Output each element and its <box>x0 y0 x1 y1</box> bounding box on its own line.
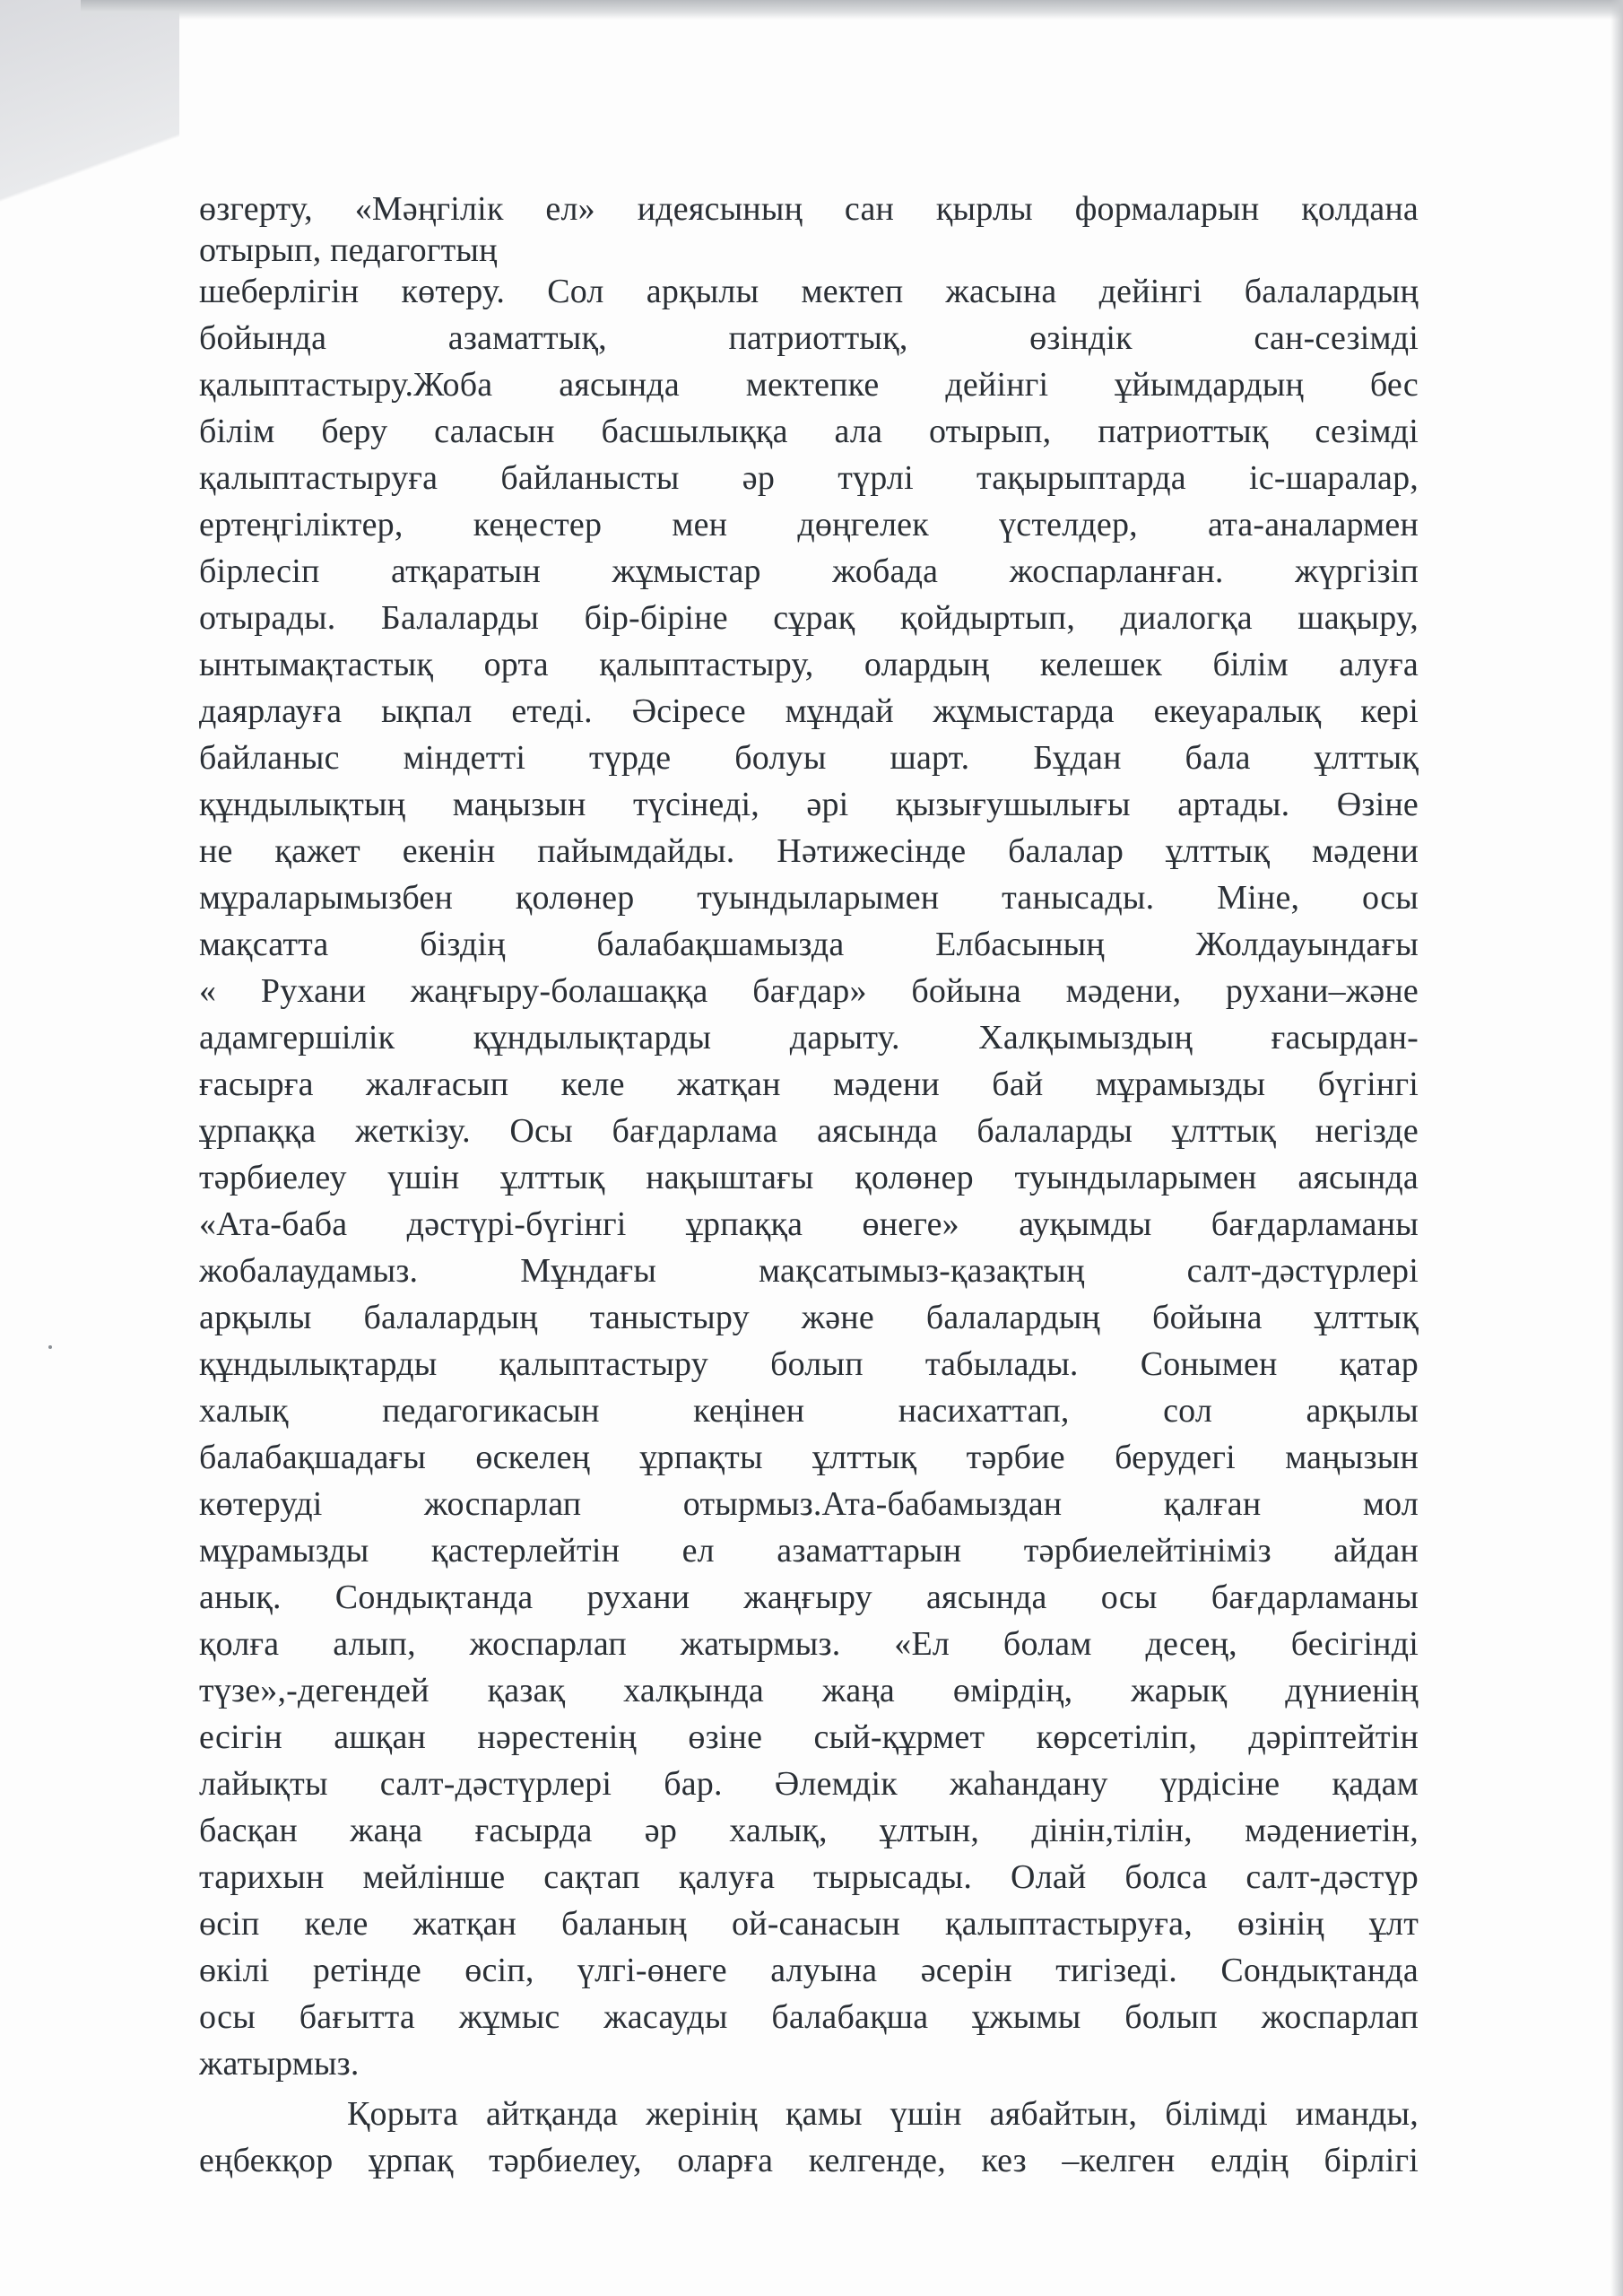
text-line: басқан жаңа ғасырда әр халық, ұлтын, дінін,тілін, мәдениетін, <box>199 1812 1419 1849</box>
text-line: бірлесіп атқаратын жұмыстар жобада жоспарланған. жүргізіп <box>199 552 1419 590</box>
text-line: Қорыта айтқанда жерінің қамы үшін аябайтын, білімді иманды, <box>347 2095 1419 2133</box>
margin-speck <box>48 1345 52 1349</box>
text-line: осы бағытта жұмыс жасауды балабақша ұжымы болып жоспарлап <box>199 1998 1419 2036</box>
text-line: мұрамызды қастерлейтін ел азаматтарын тәрбиелейтініміз айдан <box>199 1532 1419 1570</box>
text-line: бойында азаматтық, патриоттық, өзіндік сан-сезімді <box>199 319 1419 357</box>
text-line: қолға алып, жоспарлап жатырмыз. «Ел болам десең, бесігінді <box>199 1625 1419 1663</box>
text-line: мақсатта біздің балабақшамызда Елбасының Жолдауындағы <box>199 926 1419 963</box>
text-line: өзгерту, «Мәңгілік ел» идеясының сан қырлы формаларын қолдана <box>199 190 1419 228</box>
text-line: құндылықтың маңызын түсінеді, әрі қызығушылығы артады. Өзіне <box>199 786 1419 823</box>
text-line: еңбекқор ұрпақ тәрбиелеу, оларға келгенде, кез –келген елдің бірлігі <box>199 2142 1419 2179</box>
text-line: анық. Сондықтанда рухани жаңғыру аясында осы бағдарламаны <box>199 1578 1419 1616</box>
text-line: жатырмыз. <box>199 2045 360 2083</box>
text-line: тәрбиелеу үшін ұлттық нақыштағы қолөнер туындыларымен аясында <box>199 1159 1419 1196</box>
text-line: отырады. Балаларды бір-біріне сұрақ қойдыртып, диалогқа шақыру, <box>199 599 1419 637</box>
text-line: есігін ашқан нәрестенің өзіне сый-құрмет көрсетіліп, дәріптейтін <box>199 1718 1419 1756</box>
text-line: ертеңгіліктер, кеңестер мен дөңгелек үстелдер, ата-аналармен <box>199 506 1419 544</box>
text-line: өкілі ретінде өсіп, үлгі-өнеге алуына әсерін тигізеді. Сондықтанда <box>199 1952 1419 1989</box>
text-line: ұрпаққа жеткізу. Осы бағдарлама аясында балаларды ұлттық негізде <box>199 1112 1419 1150</box>
text-line: адамгершілік құндылықтарды дарыту. Халқымыздың ғасырдан- <box>199 1019 1419 1057</box>
text-line: отырып, педагогтың <box>199 231 498 269</box>
text-line: балабақшадағы өскелең ұрпақты ұлттық тәрбие берудегі маңызын <box>199 1439 1419 1476</box>
text-line: ынтымақтастық орта қалыптастыру, олардың келешек білім алуға <box>199 646 1419 683</box>
right-scan-edge <box>1610 0 1623 2296</box>
text-line: арқылы балалардың таныстыру және балалардың бойына ұлттық <box>199 1299 1419 1336</box>
top-scan-edge <box>81 0 1623 20</box>
text-line: лайықты салт-дәстүрлері бар. Әлемдік жаһандану үрдісіне қадам <box>199 1765 1419 1803</box>
text-line: өсіп келе жатқан баланың ой-санасын қалыптастыруға, өзінің ұлт <box>199 1905 1419 1943</box>
folded-corner-shadow <box>0 0 179 296</box>
text-line: шеберлігін көтеру. Сол арқылы мектеп жасына дейінгі балалардың <box>199 273 1419 310</box>
text-line: тарихын мейлінше сақтап қалуға тырысады. Олай болса салт-дәстүр <box>199 1858 1419 1896</box>
text-line: ғасырға жалғасып келе жатқан мәдени бай мұрамызды бүгінгі <box>199 1065 1419 1103</box>
text-line: жобалаудамыз. Мұндағы мақсатымыз-қазақтың салт-дәстүрлері <box>199 1252 1419 1290</box>
text-line: қалыптастыру.Жоба аясында мектепке дейінгі ұйымдардың бес <box>199 366 1419 404</box>
text-line: білім беру саласын басшылыққа ала отырып, патриоттық сезімді <box>199 413 1419 450</box>
text-line: халық педагогикасын кеңінен насихаттап, сол арқылы <box>199 1392 1419 1430</box>
text-line: байланыс міндетті түрде болуы шарт. Бұдан бала ұлттық <box>199 739 1419 777</box>
text-line: құндылықтарды қалыптастыру болып табылады. Сонымен қатар <box>199 1345 1419 1383</box>
text-line: « Рухани жаңғыру-болашаққа бағдар» бойына мәдени, рухани–және <box>199 972 1419 1010</box>
document-body <box>199 188 1419 2251</box>
text-line: қалыптастыруға байланысты әр түрлі тақырыптарда іс-шаралар, <box>199 459 1419 497</box>
text-line: «Ата-баба дәстүрі-бүгінгі ұрпаққа өнеге» ауқымды бағдарламаны <box>199 1205 1419 1243</box>
text-line: түзе»,-дегендей қазақ халқында жаңа өмірдің, жарық дүниенің <box>199 1672 1419 1709</box>
text-line: көтеруді жоспарлап отырмыз.Ата-бабамыздан қалған мол <box>199 1485 1419 1523</box>
text-line: не қажет екенін пайымдайды. Нәтижесінде балалар ұлттық мәдени <box>199 832 1419 870</box>
text-line: мұраларымызбен қолөнер туындыларымен танысады. Міне, осы <box>199 879 1419 917</box>
text-line: даярлауға ықпал етеді. Әсіресе мұндай жұмыстарда екеуаралық кері <box>199 692 1419 730</box>
